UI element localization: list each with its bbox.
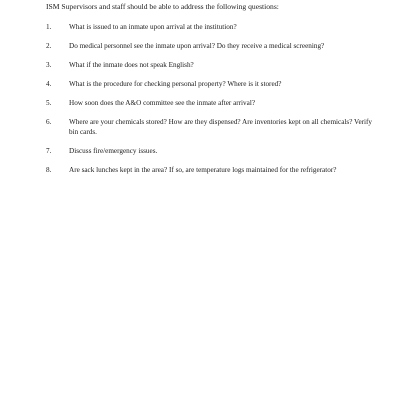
question-number: 6. bbox=[46, 118, 52, 127]
question-list bbox=[46, 23, 376, 185]
question-item bbox=[46, 99, 376, 109]
question-number: 7. bbox=[46, 147, 52, 156]
question-number: 4. bbox=[46, 80, 52, 89]
question-number: 8. bbox=[46, 166, 52, 175]
question-item bbox=[46, 42, 376, 52]
question-number: 3. bbox=[46, 61, 52, 70]
question-text: Discuss fire/emergency issues. bbox=[69, 147, 158, 156]
question-text: Where are your chemicals stored? How are they dispensed? Are inventories kept on all chemicals? Verify bin cards. bbox=[69, 118, 373, 137]
question-text: Are sack lunches kept in the area? If so, are temperature logs maintained for the refrigerator? bbox=[69, 166, 337, 175]
intro-text: ISM Supervisors and staff should be able to address the following questions: bbox=[46, 2, 279, 11]
question-item bbox=[46, 61, 376, 71]
question-item bbox=[46, 147, 376, 157]
question-text: What is the procedure for checking personal property? Where is it stored? bbox=[69, 80, 282, 89]
question-text: How soon does the A&O committee see the inmate after arrival? bbox=[69, 99, 256, 108]
question-number: 1. bbox=[46, 23, 52, 31]
question-item bbox=[46, 166, 376, 176]
question-text: What if the inmate does not speak English? bbox=[69, 61, 194, 70]
question-number: 2. bbox=[46, 42, 52, 51]
question-item bbox=[46, 23, 376, 33]
question-item bbox=[46, 80, 376, 90]
question-text: What is issued to an inmate upon arrival at the institution? bbox=[69, 23, 237, 31]
question-number: 5. bbox=[46, 99, 52, 108]
question-item bbox=[46, 118, 376, 137]
question-text: Do medical personnel see the inmate upon arrival? Do they receive a medical screening? bbox=[69, 42, 325, 51]
